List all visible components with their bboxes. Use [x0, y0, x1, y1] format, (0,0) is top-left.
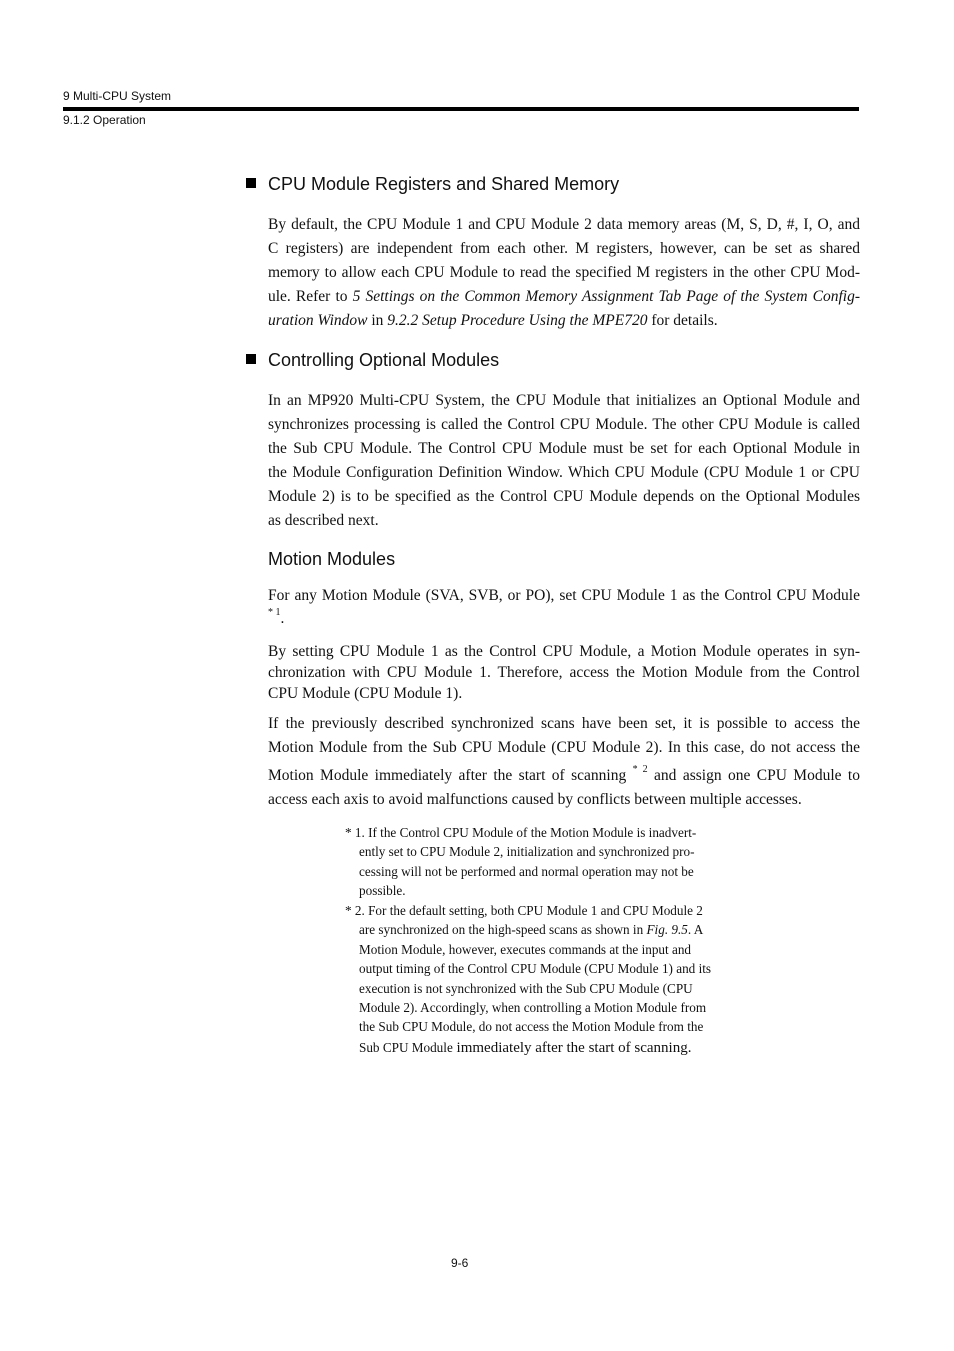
paragraph-line: For any Motion Module (SVA, SVB, or PO), set CPU Module 1 as the Control CPU Module [268, 587, 860, 604]
text-run: immediately after the start of scanning. [452, 1039, 692, 1056]
paragraph-line: By default, the CPU Module 1 and CPU Module 2 data memory areas (M, S, D, #, I, O, and [268, 216, 860, 233]
paragraph-optional-modules [268, 389, 860, 533]
paragraph-line: chronization with CPU Module 1. Therefore, access the Motion Module from the Control [268, 664, 860, 681]
text-run: . A [687, 922, 704, 938]
square-bullet-icon [246, 178, 256, 188]
footnote-line [345, 920, 745, 939]
paragraph-line: Motion Module from the Sub CPU Module (CPU Module 2). In this case, do not access the [268, 739, 860, 756]
paragraph-motion-control [268, 584, 860, 630]
paragraph-line: memory to allow each CPU Module to read the specified M registers in the other CPU Mod- [268, 264, 860, 281]
trailing-text: for details. [647, 312, 718, 329]
paragraph-line [268, 285, 860, 309]
subsection-heading-motion-modules: Motion Modules [268, 549, 396, 569]
footnote-line [345, 1037, 745, 1059]
square-bullet-icon [246, 354, 256, 364]
section-heading-optional-modules [246, 350, 499, 371]
footnote-line: * 2. For the default setting, both CPU Module 1 and CPU Module 2 [345, 903, 703, 918]
footnote-line: the Sub CPU Module, do not access the Motion Module from the [359, 1019, 704, 1035]
paragraph-line: the Sub CPU Module. The Control CPU Module must be set for each Optional Module in [268, 440, 860, 457]
paragraph-line: Module 2) is to be specified as the Control CPU Module depends on the Optional Modules [268, 488, 860, 505]
cross-reference-link[interactable]: 5 Settings on the Common Memory Assignment Tab Page of the System Config- [352, 288, 860, 305]
header-rule [63, 107, 859, 111]
paragraph-line: If the previously described synchronized scans have been set, it is possible to access the [268, 715, 860, 732]
footnote-1 [345, 823, 745, 901]
footnote-ref[interactable]: * 2 [632, 764, 648, 775]
paragraph-line: By setting CPU Module 1 as the Control CPU Module, a Motion Module operates in syn- [268, 643, 860, 660]
footnote-2 [345, 901, 745, 1059]
cross-reference-link[interactable]: uration Window [268, 312, 368, 329]
figure-reference-link[interactable]: Fig. 9.5 [646, 922, 688, 938]
text-run: Motion Module immediately after the start of scanning [268, 767, 633, 784]
paragraph-sub-cpu-access [268, 712, 860, 812]
connector-text: in [367, 312, 388, 329]
footnote-line: possible. [359, 883, 406, 899]
paragraph-line [268, 608, 860, 630]
section-heading-text: CPU Module Registers and Shared Memory [268, 174, 620, 194]
paragraph-line [268, 309, 860, 333]
footnote-line: execution is not synchronized with the Sub CPU Module (CPU [359, 980, 693, 996]
footnote-line: Motion Module, however, executes commands at the input and [359, 941, 692, 957]
text-run: Sub CPU Module [359, 1039, 453, 1055]
paragraph-line: In an MP920 Multi-CPU System, the CPU Module that initializes an Optional Module and [268, 392, 860, 409]
section-heading-text: Controlling Optional Modules [268, 350, 500, 370]
footnote-line: output timing of the Control CPU Module (CPU Module 1) and its [359, 961, 712, 977]
refer-text: ule. Refer to [268, 288, 353, 305]
footnote-ref[interactable]: * 1 [268, 607, 281, 618]
header-section: 9.1.2 Operation [63, 113, 146, 127]
paragraph-line: C registers) are independent from each other. M registers, however, can be set as shared [268, 240, 860, 257]
paragraph-line: synchronizes processing is called the Control CPU Module. The other CPU Module is called [268, 416, 860, 433]
text-run: and assign one CPU Module to [647, 767, 860, 784]
page-number: 9-6 [451, 1256, 469, 1270]
footnote-line: Module 2). Accordingly, when controlling a Motion Module from [359, 999, 707, 1015]
paragraph-line [268, 760, 860, 788]
paragraph-sync [268, 641, 860, 704]
paragraph-line: CPU Module (CPU Module 1). [268, 685, 463, 702]
trailing-text: . [280, 610, 285, 627]
paragraph-line: access each axis to avoid malfunctions caused by conflicts between multiple accesses. [268, 791, 802, 808]
cross-reference-link[interactable]: 9.2.2 Setup Procedure Using the MPE720 [387, 312, 648, 329]
header-chapter: 9 Multi-CPU System [63, 89, 172, 103]
footnote-line: ently set to CPU Module 2, initialization and synchronized pro- [359, 844, 695, 860]
paragraph-line: as described next. [268, 512, 379, 529]
paragraph-line: the Module Configuration Definition Window. Which CPU Module (CPU Module 1 or CPU [268, 464, 860, 481]
section-heading-shared-memory [246, 174, 619, 195]
paragraph-shared-memory [268, 213, 860, 333]
footnote-line: * 1. If the Control CPU Module of the Motion Module is inadvert- [345, 825, 697, 840]
footnote-line: cessing will not be performed and normal operation may not be [359, 863, 694, 879]
text-run: are synchronized on the high-speed scans as shown in [359, 922, 647, 938]
